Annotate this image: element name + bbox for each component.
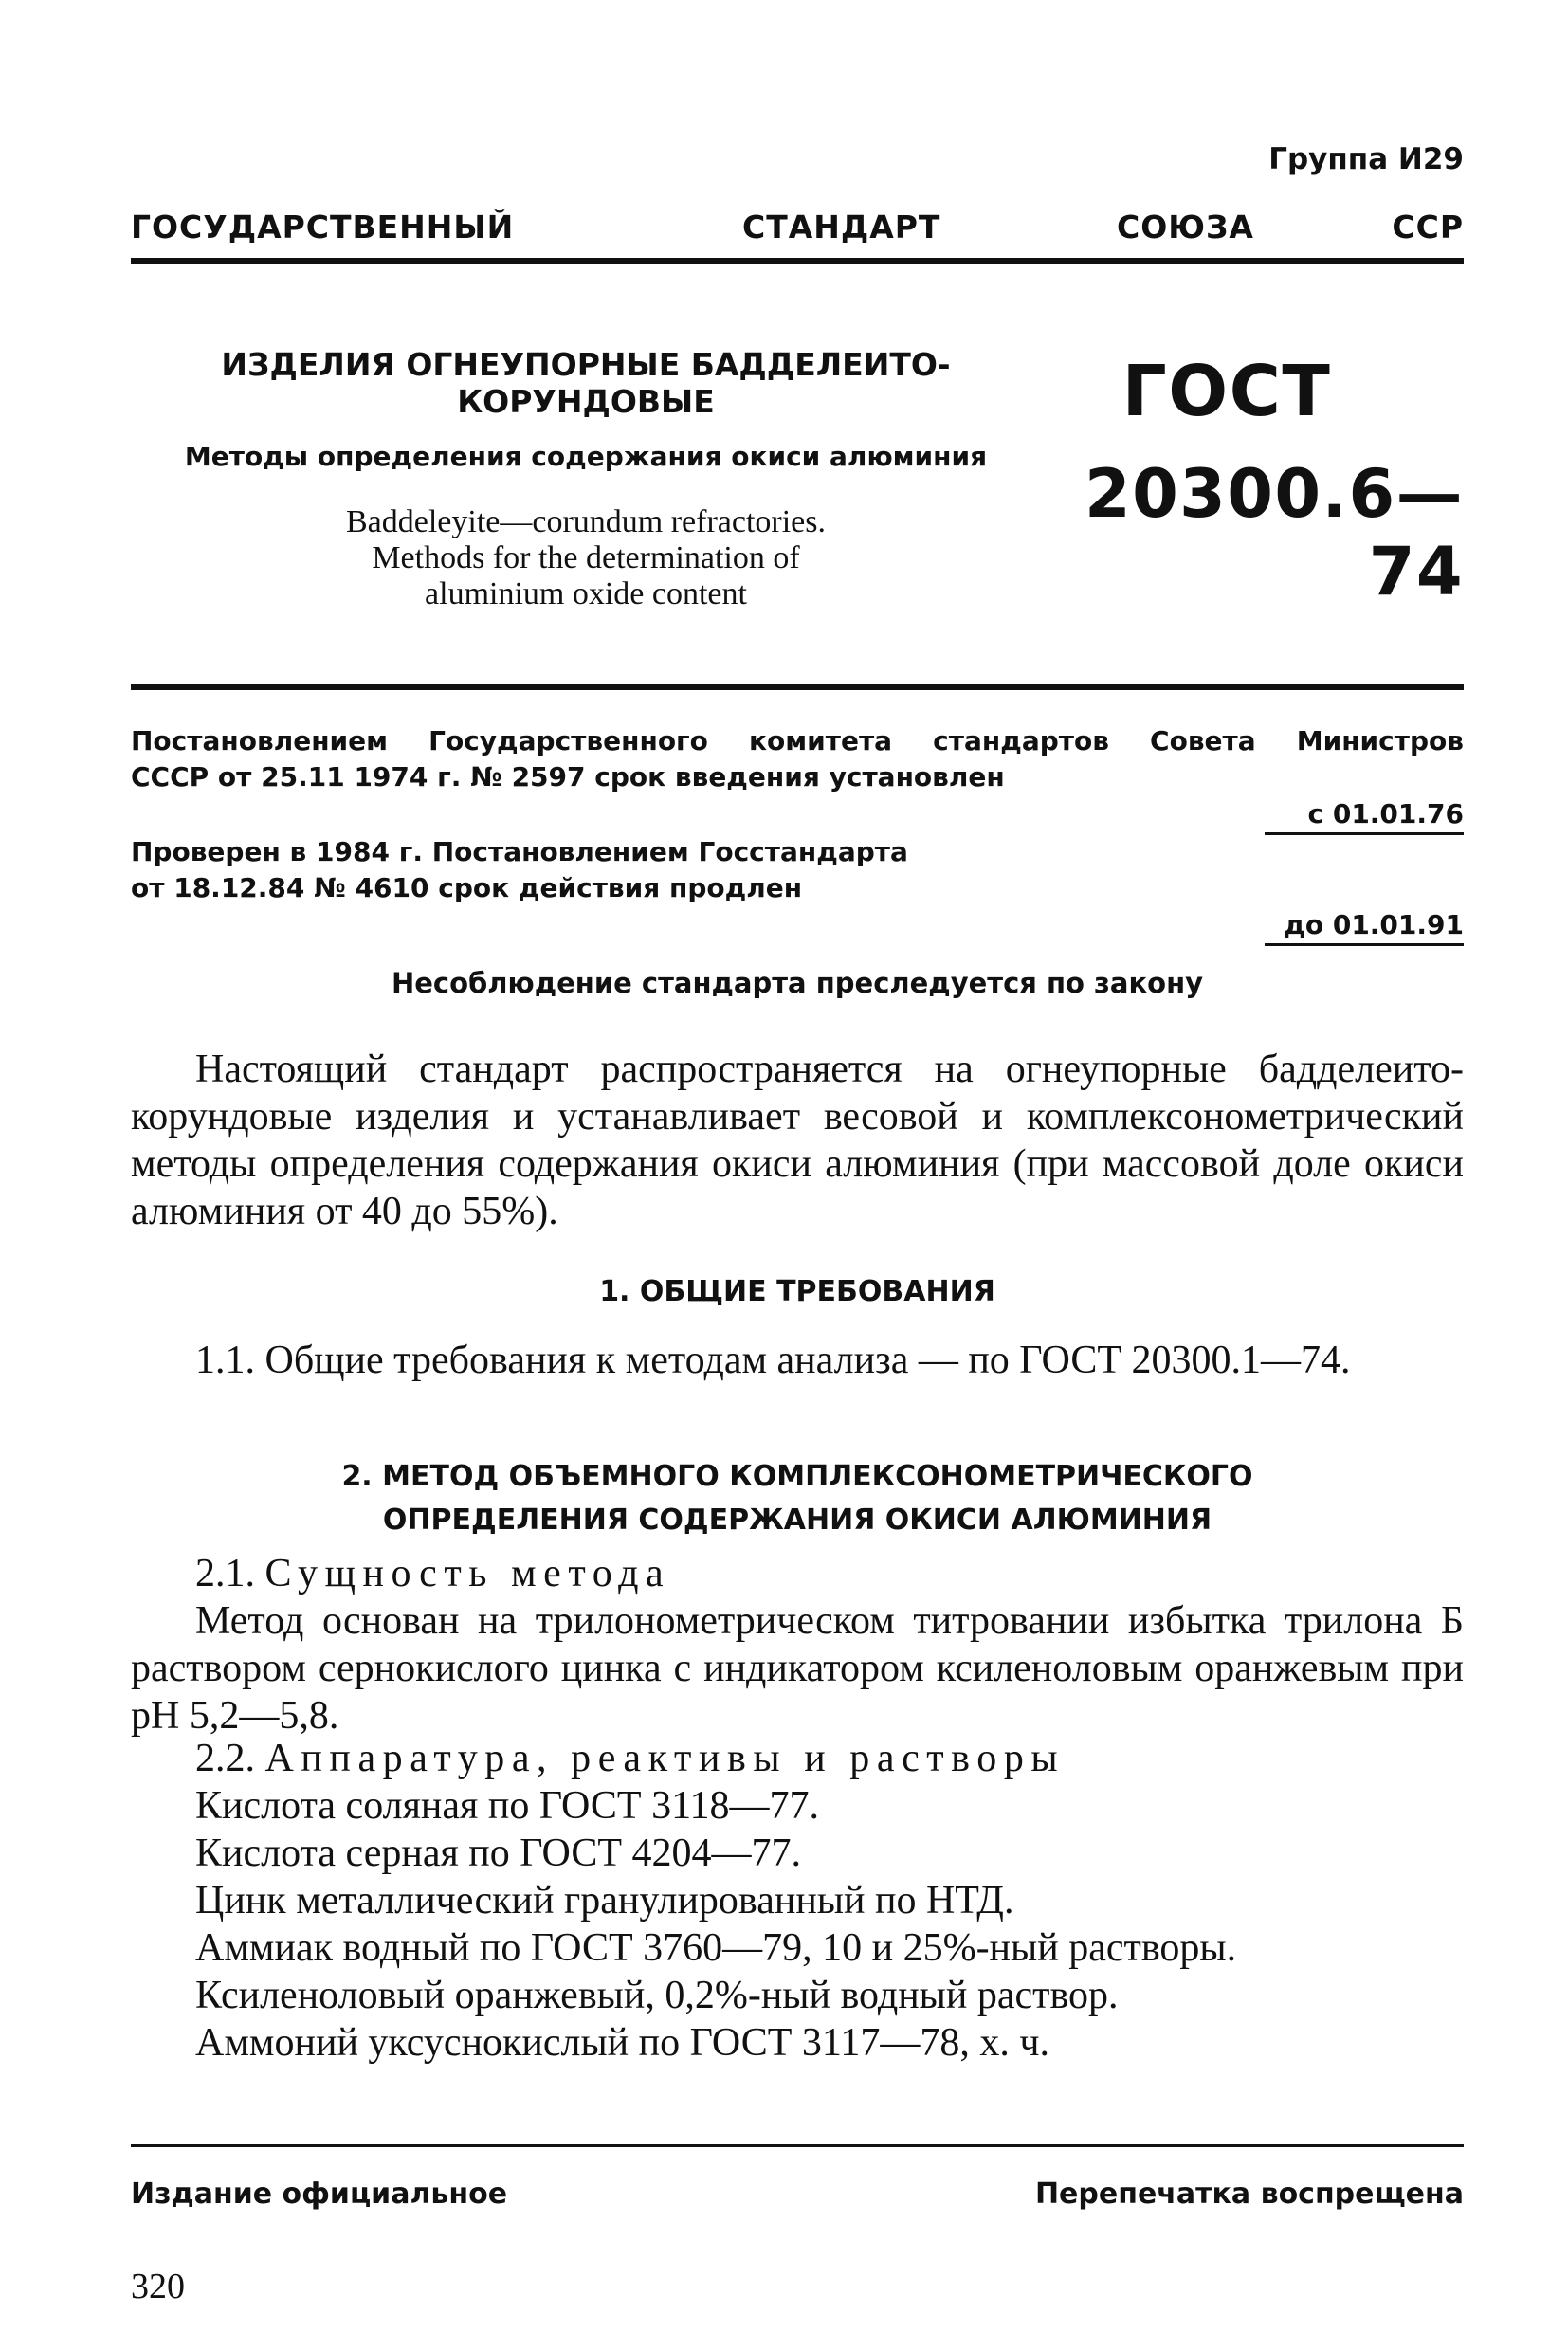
section-2-heading [131,1455,1464,1542]
intro-paragraph: Настоящий стандарт распространяется на огнеупорные бадделеито-корундовые изделия и устанавливает весовой и комплексонометрический методы определения содержания окиси алюминия (при массовой доле окиси алюминия от 40 до 55%). [131,1048,1464,1233]
paragraph-2-2-title [195,1735,1065,1782]
header-word: СОЮЗА [1117,209,1254,246]
footer-rule [131,2144,1464,2147]
list-item: Кислота серная по ГОСТ 4204—77. [195,1832,802,1875]
list-item: Аммоний уксуснокислый по ГОСТ 3117—78, х. ч. [195,2021,1049,2065]
decree-line-2: СССР от 25.11 1974 г. № 2597 срок введения установлен [131,761,1005,793]
title-en-line: Methods for the determination of [372,540,800,575]
paragraph-1-1: 1.1. Общие требования к методам анализа — по ГОСТ 20300.1—74. [195,1339,1351,1382]
date-to: до 01.01.91 [1265,907,1464,946]
paragraph-2-1-text: Метод основан на трилонометрическом титровании избытка трилона Б раствором сернокислого цинка с индикатором ксиленоловым оранжевым при pH 5,2—5,8. [131,1599,1464,1738]
paragraph-number: 2.1. [195,1552,255,1595]
reprint-note: Перепечатка воспрещена [1034,2178,1464,2211]
subtitle-ru: Методы определения содержания окиси алюминия [184,441,988,472]
header-rule [131,258,1464,264]
section-1-heading: 1. ОБЩИЕ ТРЕБОВАНИЯ [599,1275,995,1308]
page-number: 320 [131,2267,185,2306]
gost-number: 20300.6—74 [1084,455,1464,611]
checked-line-1: Проверен в 1984 г. Постановлением Госстандарта [131,836,908,867]
reagents-list [195,1782,1464,2067]
group-code: Группа И29 [1268,142,1464,176]
title-en [131,504,1041,612]
decree-line-1: Постановлением Государственного комитета стандартов Совета Министров [131,725,1464,756]
paragraph-number: 2.2. [195,1737,255,1780]
gost-label: ГОСТ [1121,351,1332,432]
section-2-heading-line: 2. МЕТОД ОБЪЕМНОГО КОМПЛЕКСОНОМЕТРИЧЕСКОГО [341,1460,1253,1493]
legal-warning: Несоблюдение стандарта преследуется по закону [391,967,1204,999]
title-en-line: aluminium oxide content [425,576,747,611]
header-word: СТАНДАРТ [742,209,941,246]
date-from: с 01.01.76 [1265,796,1464,835]
title-ru: ИЗДЕЛИЯ ОГНЕУПОРНЫЕ БАДДЕЛЕИТО-КОРУНДОВЫЕ [221,346,951,420]
paragraph-title: Сущность метода [264,1552,671,1595]
edition-note: Издание официальное [131,2178,508,2211]
title-en-line: Baddeleyite—corundum refractories. [345,504,826,539]
checked-line-2: от 18.12.84 № 4610 срок действия продлен [131,872,803,903]
title-rule [131,684,1464,690]
title-block [131,346,1041,612]
list-item: Кислота соляная по ГОСТ 3118—77. [195,1784,820,1828]
list-item: Аммиак водный по ГОСТ 3760—79, 10 и 25%-ный растворы. [195,1926,1237,1970]
list-item: Ксиленоловый оранжевый, 0,2%-ный водный раствор. [195,1974,1119,2017]
section-2-heading-line: ОПРЕДЕЛЕНИЯ СОДЕРЖАНИЯ ОКИСИ АЛЮМИНИЯ [382,1504,1212,1537]
paragraph-2-1-title [195,1550,670,1597]
header-word: ССР [1392,209,1464,246]
list-item: Цинк металлический гранулированный по НТД. [195,1879,1014,1923]
paragraph-title: Аппаратура, реактивы и растворы [264,1737,1066,1780]
header-word: ГОСУДАРСТВЕННЫЙ [131,209,515,246]
